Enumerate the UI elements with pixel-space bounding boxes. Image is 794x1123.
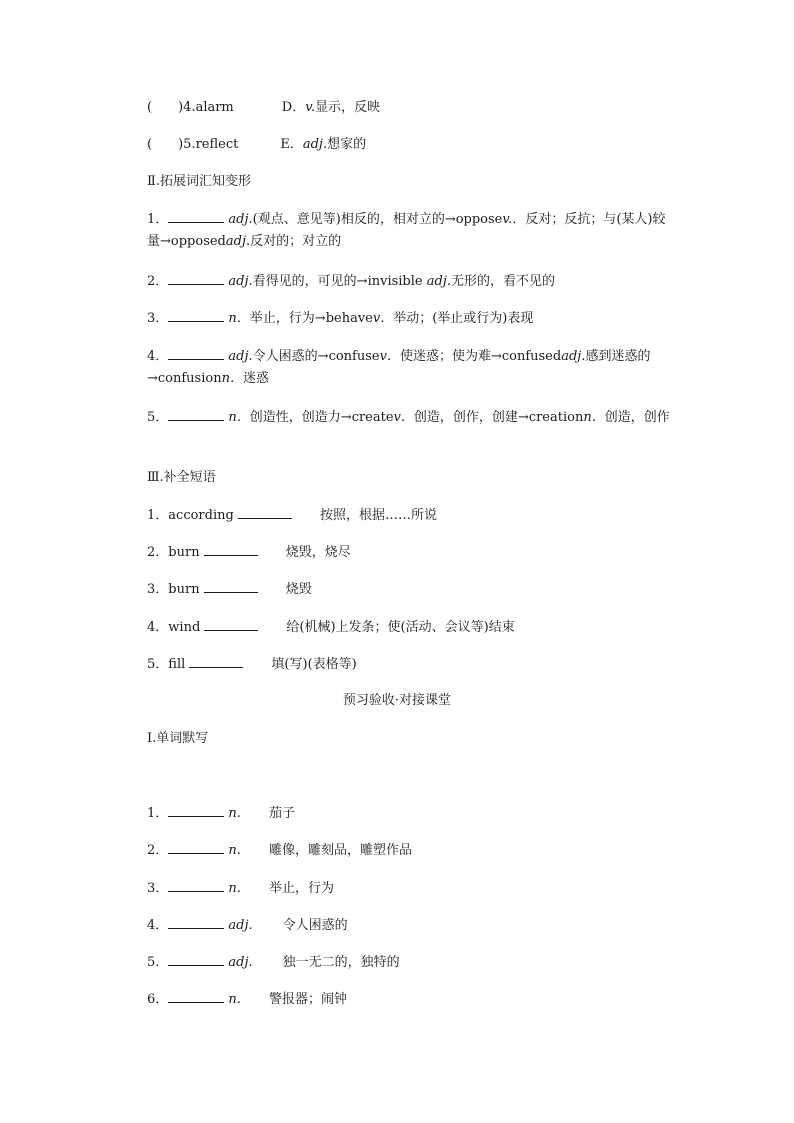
phrase-meaning: 给(机械)上发条；使(活动、会议等)结束: [286, 620, 515, 635]
vocab-item-2: [147, 270, 555, 293]
vocab-item-4: [147, 345, 677, 390]
part-of-speech: n.: [228, 843, 241, 858]
paren-right: ): [178, 137, 184, 152]
part-of-speech: n.: [228, 881, 241, 896]
option-meaning: 显示，反映: [315, 100, 381, 115]
part-of-speech: adj.: [426, 274, 451, 289]
paren-right: ): [178, 100, 184, 115]
item-number: 5．: [147, 410, 169, 425]
vocab-item-3: [147, 307, 533, 330]
item-text: 迷惑: [242, 371, 269, 386]
word-meaning: 茄子: [268, 806, 295, 821]
word-meaning: 独一无二的，独特的: [282, 955, 400, 970]
item-text: 使迷惑；使为难→confused: [399, 349, 562, 364]
paren-left: (: [147, 137, 153, 152]
phrase-word: fill: [168, 657, 186, 672]
item-number: 3．: [147, 311, 169, 326]
dictation-item-1: [147, 802, 295, 825]
option-letter: D．: [281, 100, 306, 115]
phrase-item-2: [147, 541, 351, 564]
phrase-item-5: [147, 653, 357, 676]
item-text: 看得见的，可见的→invisible: [252, 274, 423, 289]
item-number: 2．: [147, 843, 169, 858]
item-number: 3．: [147, 881, 169, 896]
part-of-speech: n．: [228, 311, 250, 326]
answer-blank[interactable]: [168, 951, 224, 966]
phrase-meaning: 填(写)(表格等): [271, 657, 357, 672]
answer-blank[interactable]: [168, 307, 224, 322]
phrase-word: burn: [168, 545, 200, 560]
item-number: 1．: [147, 508, 169, 523]
part-of-speech: adj.: [228, 349, 253, 364]
item-text: ．反对；反抗；与(某人)较量→opposed: [147, 212, 666, 249]
phrase-meaning: 按照，根据……所说: [319, 508, 437, 523]
part-of-speech: adj.: [228, 274, 253, 289]
item-number: 6．: [147, 992, 169, 1007]
item-text: 创造性，创造力→create: [249, 410, 394, 425]
option-letter: E．: [280, 137, 303, 152]
item-number: 2．: [147, 274, 169, 289]
item-number: 5．: [147, 955, 169, 970]
phrase-word: according: [168, 508, 234, 523]
item-number: 4．: [147, 620, 169, 635]
item-number: 4．: [147, 349, 169, 364]
part-of-speech: adj.: [228, 955, 253, 970]
part-of-speech: v.: [502, 212, 513, 227]
answer-blank[interactable]: [189, 653, 243, 668]
answer-blank[interactable]: [168, 877, 224, 892]
phrase-item-3: [147, 578, 312, 601]
phrase-meaning: 烧毁，烧尽: [285, 545, 351, 560]
section-title-phrases: Ⅲ.补全短语: [147, 470, 216, 485]
item-text: 举动；(举止或行为)表现: [393, 311, 534, 326]
part-of-speech: adj.: [228, 918, 253, 933]
part-of-speech: n.: [228, 806, 241, 821]
answer-blank[interactable]: [168, 270, 224, 285]
vocab-item-5: [147, 406, 677, 429]
answer-blank[interactable]: [168, 802, 224, 817]
word-meaning: 警报器；闹钟: [268, 992, 347, 1007]
dictation-item-4: [147, 914, 348, 937]
item-number: 5．: [147, 657, 169, 672]
answer-blank[interactable]: [168, 839, 224, 854]
section-title-extended-vocab: Ⅱ.拓展词汇知变形: [147, 174, 251, 189]
vocab-item-1: [147, 208, 677, 253]
answer-blank[interactable]: [238, 504, 292, 519]
dictation-item-2: [147, 839, 412, 862]
item-number: 4．: [147, 918, 169, 933]
section-title-dictation: Ⅰ.单词默写: [147, 731, 209, 746]
item-text: 令人困惑的→confuse: [252, 349, 380, 364]
part-of-speech: n．: [221, 371, 243, 386]
phrase-meaning: 烧毁: [285, 582, 312, 597]
answer-blank[interactable]: [204, 578, 258, 593]
item-text: 创造，创作，创建→creation: [413, 410, 584, 425]
part-of-speech: n．: [228, 410, 250, 425]
item-number: 4.: [183, 100, 196, 115]
phrase-word: burn: [168, 582, 200, 597]
word-meaning: 举止，行为: [268, 881, 334, 896]
item-text: 无形的，看不见的: [451, 274, 556, 289]
answer-blank[interactable]: [168, 208, 224, 223]
phrase-item-4: [147, 616, 515, 639]
dictation-item-5: [147, 951, 400, 974]
dictation-item-3: [147, 877, 334, 900]
item-text: 感到迷惑的→confusion: [147, 349, 651, 386]
option-meaning: 想家的: [327, 137, 367, 152]
part-of-speech: v．: [393, 410, 414, 425]
item-word: reflect: [195, 137, 239, 152]
answer-blank[interactable]: [168, 406, 224, 421]
part-of-speech: adj.: [561, 349, 586, 364]
part-of-speech: n.: [228, 992, 241, 1007]
item-text: 反对的；对立的: [250, 234, 342, 249]
item-number: 2．: [147, 545, 169, 560]
part-of-speech: adj.: [228, 212, 253, 227]
item-text: 创造，创作: [604, 410, 670, 425]
answer-blank[interactable]: [168, 345, 224, 360]
paren-left: (: [147, 100, 153, 115]
item-text: (观点、意见等)相反的，相对立的→oppose: [252, 212, 503, 227]
part-of-speech: v.: [305, 100, 316, 115]
match-item-5: [147, 134, 366, 156]
page-heading: 预习验收·对接课堂: [342, 693, 452, 708]
item-number: 5.: [183, 137, 196, 152]
phrase-word: wind: [168, 620, 201, 635]
part-of-speech: v．: [379, 349, 400, 364]
answer-blank[interactable]: [168, 914, 224, 929]
item-text: 举止，行为→behave: [249, 311, 373, 326]
item-word: alarm: [195, 100, 234, 115]
answer-blank[interactable]: [204, 616, 258, 631]
answer-blank[interactable]: [204, 541, 258, 556]
part-of-speech: n．: [583, 410, 605, 425]
part-of-speech: adj.: [225, 234, 251, 249]
dictation-item-6: [147, 988, 347, 1011]
answer-blank[interactable]: [168, 988, 224, 1003]
word-meaning: 雕像，雕刻品，雕塑作品: [268, 843, 412, 858]
item-number: 1．: [147, 212, 169, 227]
part-of-speech: adj.: [302, 137, 328, 152]
part-of-speech: v．: [372, 311, 394, 326]
item-number: 3．: [147, 582, 169, 597]
phrase-item-1: [147, 504, 437, 527]
match-item-4: [147, 97, 380, 119]
word-meaning: 令人困惑的: [282, 918, 348, 933]
item-number: 1．: [147, 806, 169, 821]
